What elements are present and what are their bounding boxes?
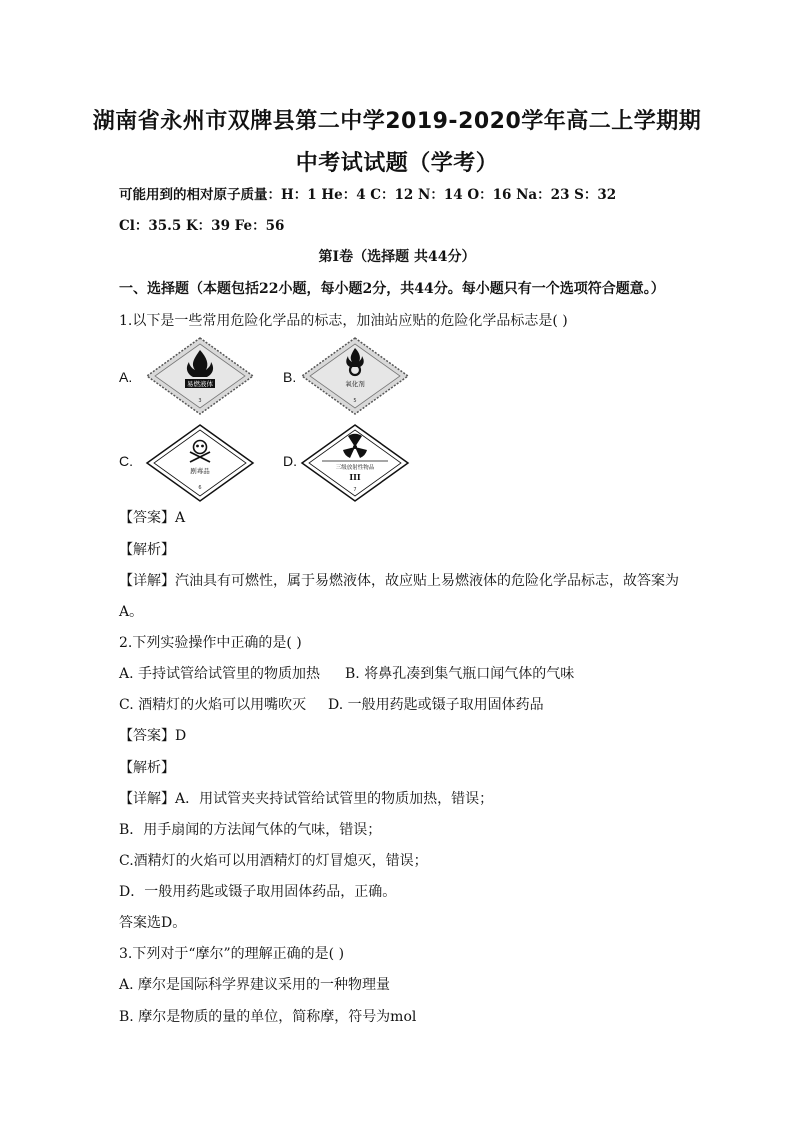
q1-detail-line-2: A。: [119, 604, 144, 620]
q1-option-b-letter: B.: [283, 369, 297, 385]
q1-option-d-number: 7: [353, 487, 357, 493]
flammable-liquid-sign-icon: [145, 336, 255, 416]
q1-option-d-roman: III: [349, 472, 361, 482]
q1-analysis: 【解析】: [119, 542, 175, 558]
title-line-2: 中考试试题（学考）: [295, 151, 499, 176]
q2-detail-2: B．用手扇闻的方法闻气体的气味，错误；: [119, 822, 382, 838]
part1-header: 第I卷（选择题 共44分）: [318, 249, 476, 265]
q1-option-d-letter: D.: [283, 453, 297, 469]
oxidizer-sign-icon: [300, 336, 410, 416]
q1-option-b-number: 5: [353, 398, 357, 404]
q2-detail-3: C.酒精灯的火焰可以用酒精灯的灯冒熄灭，错误；: [119, 853, 428, 869]
q1-stem: 1.以下是一些常用危险化学品的标志，加油站应贴的危险化学品标志是( ): [119, 313, 568, 329]
q2-analysis: 【解析】: [119, 760, 175, 776]
toxic-sign-icon: [145, 423, 255, 503]
atomic-masses-line-2: Cl：35.5 K：39 Fe：56: [119, 218, 285, 234]
q2-conclusion: 答案选D。: [119, 915, 187, 931]
q1-option-c-letter: C.: [119, 453, 133, 469]
q2-detail-1: 【详解】A．用试管夹夹持试管给试管里的物质加热，错误；: [119, 791, 494, 807]
q1-option-c-number: 6: [198, 485, 202, 491]
q2-option-b: B. 将鼻孔凑到集气瓶口闻气体的气味: [345, 666, 575, 682]
q2-option-a: A. 手持试管给试管里的物质加热: [119, 666, 321, 682]
q1-option-a-label: 易燃液体: [187, 380, 213, 388]
q3-stem: 3.下列对于“摩尔”的理解正确的是( ): [119, 946, 345, 962]
q2-answer: 【答案】D: [119, 728, 187, 744]
q1-option-d-label: 三级放射性物品: [335, 465, 375, 471]
q2-detail-4: D．一般用药匙或镊子取用固体药品，正确。: [119, 884, 397, 900]
q3-option-a: A. 摩尔是国际科学界建议采用的一种物理量: [119, 977, 391, 993]
q2-option-d: D. 一般用药匙或镊子取用固体药品: [328, 697, 544, 713]
q1-detail-line-1: 【详解】汽油具有可燃性，属于易燃液体，故应贴上易燃液体的危险化学品标志，故答案为: [119, 573, 679, 589]
q1-option-b-label: 氧化剂: [345, 380, 365, 388]
radioactive-sign-icon: [300, 423, 410, 503]
section1-header: 一、选择题（本题包括22小题，每小题2分，共44分。每小题只有一个选项符合题意。）: [119, 281, 665, 297]
title-line-1: 湖南省永州市双牌县第二中学2019-2020学年高二上学期期: [92, 109, 702, 134]
q3-option-b: B. 摩尔是物质的量的单位，简称摩，符号为mol: [119, 1009, 417, 1025]
q2-stem: 2.下列实验操作中正确的是( ): [119, 635, 302, 651]
q1-option-a-number: 3: [198, 398, 202, 404]
q1-option-a-letter: A.: [119, 369, 133, 385]
q1-answer: 【答案】A: [119, 510, 186, 526]
atomic-masses-line-1: 可能用到的相对原子质量：H：1 He：4 C：12 N：14 O：16 Na：23 S：32: [119, 187, 617, 203]
q2-option-c: C. 酒精灯的火焰可以用嘴吹灭: [119, 697, 307, 713]
q1-option-c-label: 剧毒品: [190, 467, 210, 475]
